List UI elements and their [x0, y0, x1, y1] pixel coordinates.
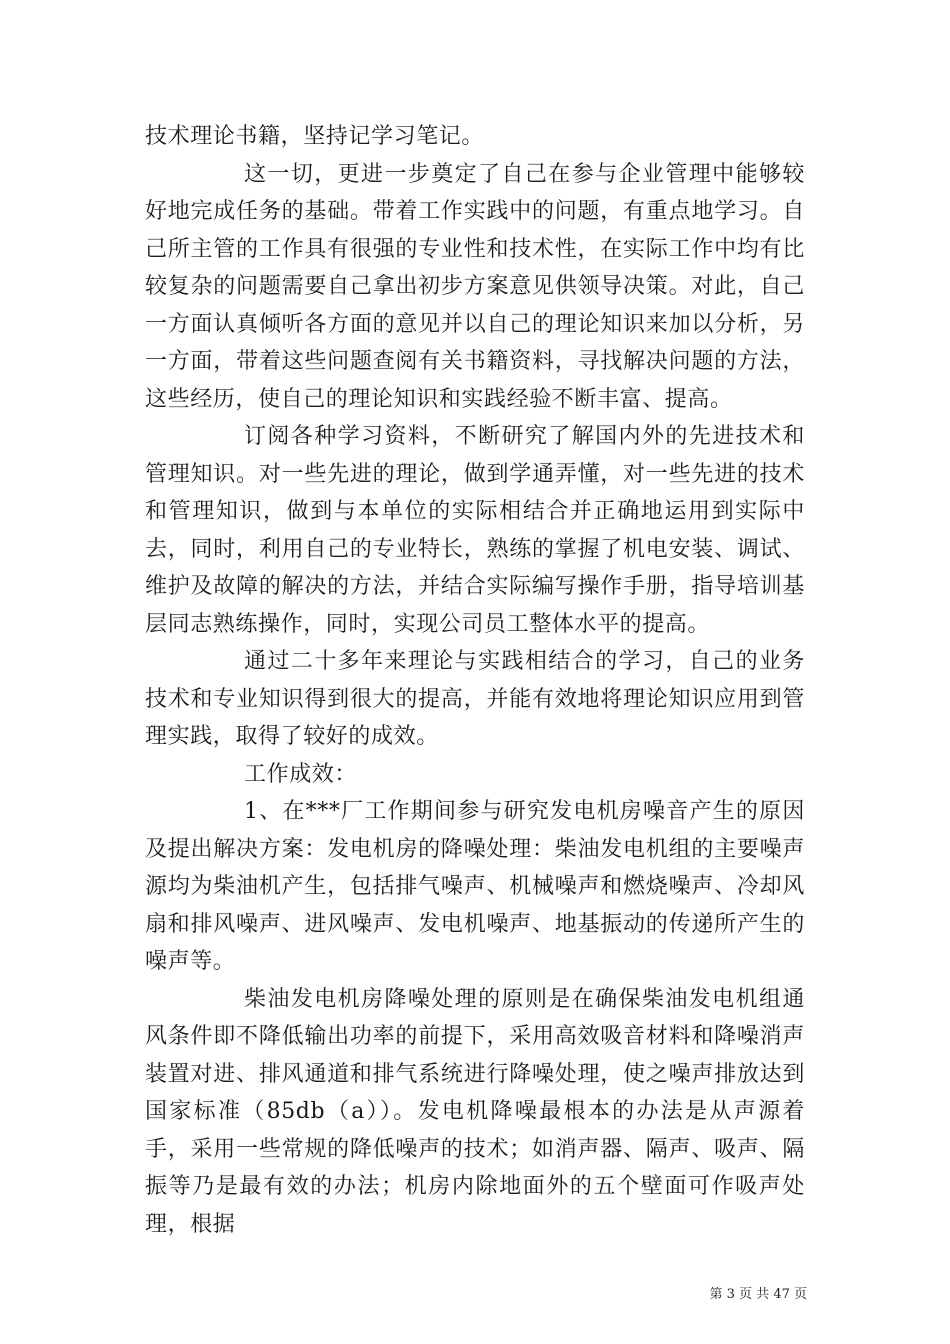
paragraph-6: 1、在***厂工作期间参与研究发电机房噪音产生的原因及提出解决方案：发电机房的降噪处理：柴油发电机组的主要噪声源均为柴油机产生，包括排气噪声、机械噪声和燃烧噪声、冷却风扇和排风噪声、进风噪声、发电机噪声、地基振动的传递所产生的噪声等。: [145, 799, 805, 974]
page-number-footer: 第 3 页 共 47 页: [709, 1287, 807, 1302]
paragraph-4: 通过二十多年来理论与实践相结合的学习，自己的业务技术和专业知识得到很大的提高，并能有效地将理论知识应用到管理实践，取得了较好的成效。: [145, 649, 805, 749]
paragraph-1: 技术理论书籍，坚持记学习笔记。: [145, 124, 485, 149]
document-body: [145, 118, 805, 1243]
paragraph-7: 柴油发电机房降噪处理的原则是在确保柴油发电机组通风条件即不降低输出功率的前提下，采用高效吸音材料和降噪消声装置对进、排风通道和排气系统进行降噪处理，使之噪声排放达到国家标准（85db（a））。发电机降噪最根本的办法是从声源着手，采用一些常规的降低噪声的技术；如消声器、隔声、吸声、隔振等乃是最有效的办法；机房内除地面外的五个壁面可作吸声处理，根据: [145, 986, 805, 1237]
paragraph-3: 订阅各种学习资料，不断研究了解国内外的先进技术和管理知识。对一些先进的理论，做到学通弄懂，对一些先进的技术和管理知识，做到与本单位的实际相结合并正确地运用到实际中去，同时，利用自己的专业特长，熟练的掌握了机电安装、调试、维护及故障的解决的方法，并结合实际编写操作手册，指导培训基层同志熟练操作，同时，实现公司员工整体水平的提高。: [145, 424, 805, 637]
paragraph-2: 这一切，更进一步奠定了自己在参与企业管理中能够较好地完成任务的基础。带着工作实践中的问题，有重点地学习。自己所主管的工作具有很强的专业性和技术性，在实际工作中均有比较复杂的问题需要自己拿出初步方案意见供领导决策。对此，自己一方面认真倾听各方面的意见并以自己的理论知识来加以分析，另一方面，带着这些问题查阅有关书籍资料，寻找解决问题的方法，这些经历，使自己的理论知识和实践经验不断丰富、提高。: [145, 161, 805, 412]
section-heading-work-results: 工作成效：: [244, 761, 358, 787]
